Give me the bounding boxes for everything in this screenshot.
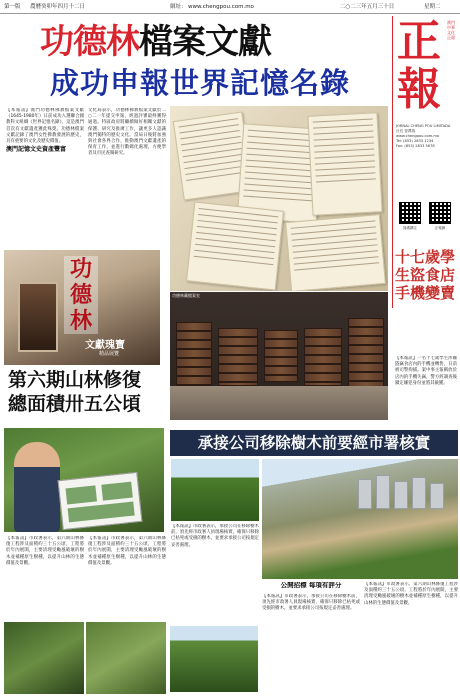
tree-headline: 承接公司移除樹木前要經市署核實 [197,434,431,452]
documents-photo [170,106,388,291]
forest-photo-1 [4,622,84,694]
archive-room-photo [170,292,388,420]
masthead-side-text: 澳門中華文化正報 [447,20,455,40]
hill-photo-2 [262,459,458,579]
main-headline [40,20,375,64]
qr-code-icon[interactable] [399,202,421,224]
poster-title: 功德林 [64,256,98,334]
exhibition-poster [4,250,160,365]
right-text: 【本報訊】一名十七歲學生涉嫌盜竊食店內的手機並轉售，日前被司警拘捕。案中事主報稱放於店內的手機失竊，警方經調查後鎖定嫌犯身份並將其截獲。 [395,356,457,386]
plan-sheet-image [58,472,143,530]
temple-door-image [18,282,58,352]
forest-photo-2 [86,622,166,694]
weekday: 星期二 [424,4,441,10]
poster-tag: 精品展覽 [98,351,119,357]
article-subheading: 澳門記憶文史資產豐富 [6,146,67,154]
right-column-article [392,240,458,420]
top-bar [0,0,460,14]
forest-column-1: 【本報訊】市政署表示，第六期山林修復工程涉及面積約三十五公頃，工程將於年內展開，主要清理受颱風破壞的樹木並補種原生樹種，以提升山林的生態價值及景觀。 [6,536,84,566]
qr-code-icon[interactable] [429,202,451,224]
forest-headline-b: 總面積卅五公頃 [8,393,142,415]
right-intro [395,240,457,248]
issue-date: 二○二三年五月三十日 [340,4,395,10]
article-column-2: 文化局表示，功德林佛教檔案文獻於二○二一年提交申報，經過評審最終獲得通過。特區政府將繼續做好相關文獻的保護、研究及推廣工作，讓更多人認識澳門獨特的歷史文化。當局日後將加強與社會各界合作，推動澳門文獻遺產的保育工作，並進行數碼化處理，方便學者及市民查閱研究。 [88,108,166,157]
tree-column-2: 【本報訊】市政署表示，承接公司在移除樹木前，須先經市政署人員現場核實，確保只移除已枯死或受損的樹木，並要求承接公司按規定妥善處理。 [262,594,360,612]
website-link[interactable]: www.chengpou.com.mo [188,4,254,10]
person-image [14,442,60,532]
right-headline: 十七歲學生盜食店手機變賣 [394,248,455,302]
hill-photo-3 [170,626,258,692]
headline-red-part: 功德林 [40,22,139,62]
forest-subheading: 公開招標 每項有評分 [280,582,342,589]
page-number: 第一版 [4,4,21,10]
qr-label-1: 掃碼關注 [403,226,417,230]
headline-black-part: 檔案文獻 [139,22,271,62]
article-column-1: 【本報訊】澳門功德林佛教檔案文獻（1645-1980年）日前成功入選聯合國教科文組織《世界記憶名錄》，這是澳門首次有文獻遺產獲此殊榮。功德林檔案文獻記錄了澳門女性佛教發展的歷史，具有重要的文化及歷史價值。 澳門記憶文史資產豐富 [6,108,84,154]
archive-caption: 功德林藏檔案室 [172,293,200,298]
forest-headline-a: 第六期山林修復 [8,369,142,391]
forest-column-2: 【本報訊】市政署表示，第六期山林修復工程涉及面積約三十五公頃，工程將於年內展開，主要清理受颱風破壞的樹木並補種原生樹種，以提升山林的生態價值及景觀。 [88,536,166,566]
website-label: 網址： [170,4,187,10]
official-photo [4,428,164,532]
lunar-date: 農曆癸卯年四月十二日 [30,4,86,10]
poster-subtitle: 文獻瑰寶 [85,340,125,351]
qr-label-2: 正報網 [434,226,446,230]
masthead-title: 正報 [397,16,441,115]
tree-column-3: 【本報訊】市政署表示，第六期山林修復工程涉及面積約三十五公頃，工程將於年內展開，主要清理受颱風破壞的樹木並補種原生樹種，以提升山林的生態價值及景觀。 [364,582,458,606]
masthead-info: JORNAL CHENG POU LIMITADA 社長 曾澤瑞 www.chengpou.com.mo Tel: (853) 2833 1234 Fax: (853) 2833 5678 [396,124,451,148]
tree-column-1: 【本報訊】市政署表示，承接公司在移除樹木前，須先經市政署人員現場核實，確保只移除已枯死或受損的樹木，並要求承接公司按規定妥善處理。 [171,524,259,548]
main-subheadline: 成功申報世界記憶名錄 [49,66,350,100]
hill-photo-1 [171,459,259,521]
